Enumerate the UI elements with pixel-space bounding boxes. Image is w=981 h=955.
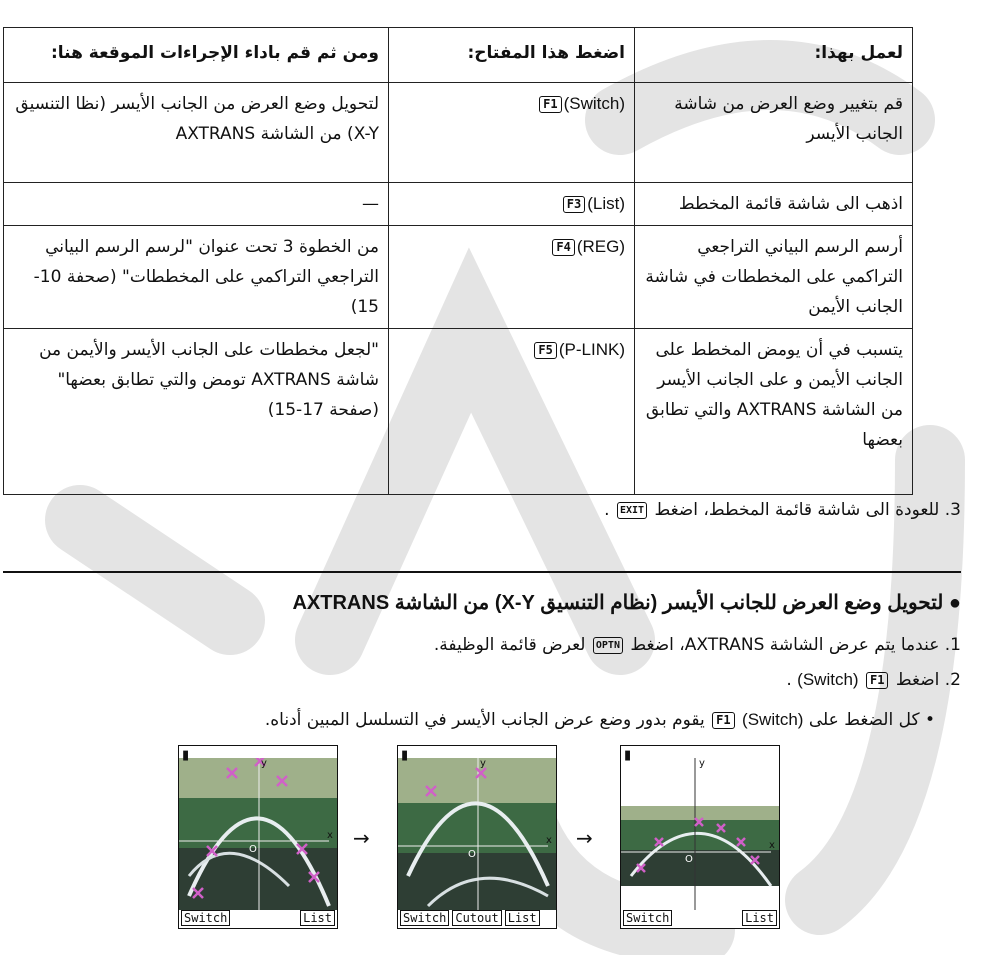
step-1-prefix: 1. عندما يتم عرض الشاشة AXTRANS، اضغط [630,635,961,655]
key-label: (Switch) [563,94,625,113]
battery-icon: ▮ [182,748,190,763]
header-action: لعمل بهذا: [635,28,913,83]
table-row [4,183,913,226]
axis-y-label: y [261,758,267,769]
key-label: (List) [587,194,625,213]
table-row [4,329,913,495]
row-key [389,329,635,495]
bullet-label: (Switch) [742,710,804,729]
step-2-label: (Switch) [797,670,859,689]
fkey-switch: Switch [181,910,230,926]
row-procedure: لتحويل وضع العرض من الجانب الأيسر (نظا التنسيق X-Y) من الشاشة AXTRANS [4,83,389,183]
calculator-screen-1 [178,745,338,929]
fkey-cutout: Cutout [452,910,501,926]
step-1-text [434,635,961,655]
f5-key-icon: F5 [534,342,556,359]
row-procedure: من الخطوة 3 تحت عنوان "لرسم الرسم البياني التراجعي التراكمي على المخططات" (صحفة 10-15) [4,226,389,329]
bullet-prefix: • كل الضغط على [808,710,935,730]
fkey-switch: Switch [623,910,672,926]
section-heading [292,590,961,615]
step-3-suffix: . [604,500,610,520]
exit-key-icon: EXIT [617,502,647,519]
calculator-screen-3 [620,745,780,929]
step-2-suffix: . [786,670,792,690]
screen-3-photo [621,746,779,928]
axis-y-label: y [480,758,486,769]
bullet-suffix: يقوم بدور وضع عرض الجانب الأيسر في التسلسل المبين أدناه. [264,710,705,730]
battery-icon: ▮ [401,748,409,763]
origin-label: O [468,849,476,860]
fkey-list: List [742,910,777,926]
row-key [389,226,635,329]
table-row [4,83,913,183]
step-1-suffix: لعرض قائمة الوظيفة. [433,635,586,655]
header-procedure: ومن ثم قم باداء الإجراءات الموقعة هنا: [4,28,389,83]
row-action: قم بتغيير وضع العرض من شاشة الجانب الأيسر [635,83,913,183]
row-procedure: — [4,183,389,226]
step-2-prefix: 2. اضغط [895,670,961,690]
f3-key-icon: F3 [563,196,585,213]
arrow-2: → [576,826,593,850]
optn-key-icon: OPTN [593,637,623,654]
axis-x-label: x [546,835,552,846]
fkey-list: List [505,910,540,926]
step-2-text [786,670,961,690]
row-procedure: "لجعل مخططات على الجانب الأيسر والأيمن من شاشة AXTRANS تومض والتي تطابق بعضها" (صفحة 17-15) [4,329,389,495]
row-action: اذهب الى شاشة قائمة المخطط [635,183,913,226]
key-function-table [3,27,913,495]
bullet-dot-icon: ● [948,592,961,614]
row-key [389,183,635,226]
battery-icon: ▮ [624,748,632,763]
row-key [389,83,635,183]
arrow-1: → [353,826,370,850]
calculator-screen-2 [397,745,557,929]
fkey-list: List [300,910,335,926]
function-key-bar [400,910,554,926]
header-key: اضغط هذا المفتاح: [389,28,635,83]
bullet-note [265,710,935,730]
step-3-text [604,500,961,520]
step-3-prefix: 3. للعودة الى شاشة قائمة المخطط، اضغط [654,500,961,520]
row-action: أرسم الرسم البياني التراجعي التراكمي على المخططات في شاشة الجانب الأيمن [635,226,913,329]
screen-2-photo [398,746,556,928]
key-label: (P-LINK) [558,340,625,359]
function-key-bar [623,910,777,926]
axis-x-label: x [327,830,333,841]
f4-key-icon: F4 [552,239,574,256]
fkey-switch: Switch [400,910,449,926]
screen-1-photo [179,746,337,928]
function-key-bar [181,910,335,926]
axis-x-label: x [769,840,775,851]
table-row [4,226,913,329]
table-header-row [4,28,913,83]
row-action: يتسبب في أن يومض المخطط على الجانب الأيمن و على الجانب الأيسر من الشاشة AXTRANS والتي تطابق بعضها [635,329,913,495]
f1-key-icon: F1 [712,712,734,729]
f1-key-icon: F1 [539,96,561,113]
axis-y-label: y [699,758,705,769]
origin-label: O [249,844,257,855]
f1-key-icon: F1 [866,672,888,689]
section-divider [3,571,961,573]
key-label: (REG) [576,237,625,256]
origin-label: O [685,854,693,865]
section-heading-text: لتحويل وضع العرض للجانب الأيسر (نظام التنسيق X-Y) من الشاشة AXTRANS [292,592,944,614]
